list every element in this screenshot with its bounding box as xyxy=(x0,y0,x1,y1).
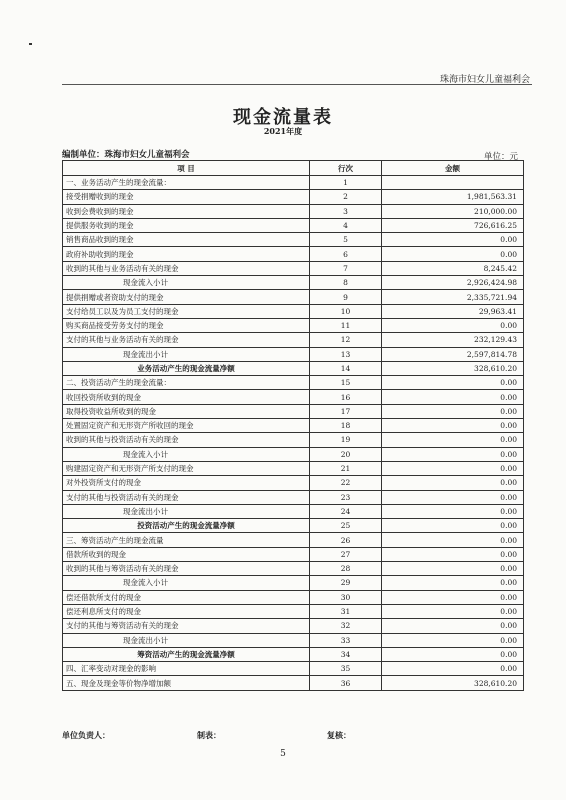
row-amount: 0.00 xyxy=(382,562,524,576)
row-item-label: 政府补助收到的现金 xyxy=(63,247,310,261)
row-line-number: 8 xyxy=(310,276,382,290)
cash-flow-table-wrapper xyxy=(62,160,523,691)
row-item-label: 提供捐赠或者资助支付的现金 xyxy=(63,290,310,304)
row-item-label: 借款所收到的现金 xyxy=(63,547,310,561)
row-item-label: 现金流出小计 xyxy=(63,633,310,647)
row-amount: 0.00 xyxy=(382,633,524,647)
table-row xyxy=(63,447,524,461)
row-line-number: 18 xyxy=(310,419,382,433)
table-row xyxy=(63,590,524,604)
row-item-label: 支付的其他与投资活动有关的现金 xyxy=(63,490,310,504)
row-item-label: 取得投资收益所收到的现金 xyxy=(63,404,310,418)
table-row xyxy=(63,390,524,404)
row-amount: 232,129.43 xyxy=(382,333,524,347)
row-line-number: 17 xyxy=(310,404,382,418)
row-line-number: 30 xyxy=(310,590,382,604)
row-line-number: 1 xyxy=(310,176,382,190)
row-amount: 0.00 xyxy=(382,619,524,633)
row-amount: 0.00 xyxy=(382,519,524,533)
footer-responsible: 单位负责人： xyxy=(62,730,110,740)
row-amount: 0.00 xyxy=(382,433,524,447)
header-org-name: 珠海市妇女儿童福利会 xyxy=(439,75,530,85)
column-header-line: 行次 xyxy=(310,161,382,176)
row-item-label: 收到的其他与业务活动有关的现金 xyxy=(63,261,310,275)
table-row xyxy=(63,290,524,304)
row-amount: 0.00 xyxy=(382,318,524,332)
row-amount: 0.00 xyxy=(382,647,524,661)
row-line-number: 4 xyxy=(310,218,382,232)
row-line-number: 5 xyxy=(310,233,382,247)
row-item-label: 投资活动产生的现金流量净额 xyxy=(63,519,310,533)
scan-mark xyxy=(29,43,32,45)
row-amount: 0.00 xyxy=(382,447,524,461)
row-line-number: 20 xyxy=(310,447,382,461)
header-rule xyxy=(62,84,532,85)
row-amount: 0.00 xyxy=(382,376,524,390)
prepared-by: 编制单位：珠海市妇女儿童福利会 xyxy=(62,150,190,160)
table-row xyxy=(63,533,524,547)
row-amount: 0.00 xyxy=(382,476,524,490)
column-header-item: 项 目 xyxy=(63,161,310,176)
currency-unit: 单位：元 xyxy=(483,152,518,162)
row-line-number: 21 xyxy=(310,461,382,475)
table-row xyxy=(63,304,524,318)
row-line-number: 16 xyxy=(310,390,382,404)
row-item-label: 支付的其他与业务活动有关的现金 xyxy=(63,333,310,347)
row-amount: 726,616.25 xyxy=(382,218,524,232)
row-item-label: 收到的其他与筹资活动有关的现金 xyxy=(63,562,310,576)
row-amount: 0.00 xyxy=(382,576,524,590)
table-row xyxy=(63,547,524,561)
footer-reviewer: 复核： xyxy=(327,730,351,740)
cash-flow-table xyxy=(62,160,524,691)
table-row xyxy=(63,204,524,218)
row-item-label: 现金流出小计 xyxy=(63,504,310,518)
table-row xyxy=(63,676,524,690)
row-line-number: 2 xyxy=(310,190,382,204)
row-amount: 8,245.42 xyxy=(382,261,524,275)
row-line-number: 10 xyxy=(310,304,382,318)
row-amount: 0.00 xyxy=(382,533,524,547)
table-row xyxy=(63,490,524,504)
row-item-label: 收回投资所收到的现金 xyxy=(63,390,310,404)
table-row xyxy=(63,276,524,290)
table-header-row xyxy=(63,161,524,176)
row-line-number: 13 xyxy=(310,347,382,361)
row-amount: 0.00 xyxy=(382,461,524,475)
row-item-label: 五、现金及现金等价物净增加额 xyxy=(63,676,310,690)
table-row xyxy=(63,576,524,590)
table-row xyxy=(63,318,524,332)
table-row xyxy=(63,504,524,518)
table-row xyxy=(63,619,524,633)
row-line-number: 24 xyxy=(310,504,382,518)
row-line-number: 35 xyxy=(310,662,382,676)
row-amount: 0.00 xyxy=(382,390,524,404)
row-amount: 0.00 xyxy=(382,662,524,676)
row-line-number: 27 xyxy=(310,547,382,561)
row-amount: 328,610.20 xyxy=(382,676,524,690)
row-item-label: 接受捐赠收到的现金 xyxy=(63,190,310,204)
page-number: 5 xyxy=(280,749,286,759)
row-item-label: 购建固定资产和无形资产所支付的现金 xyxy=(63,461,310,475)
row-item-label: 支付给员工以及为员工支付的现金 xyxy=(63,304,310,318)
row-line-number: 33 xyxy=(310,633,382,647)
table-row xyxy=(63,218,524,232)
row-item-label: 三、筹资活动产生的现金流量 xyxy=(63,533,310,547)
row-amount: 0.00 xyxy=(382,604,524,618)
row-item-label: 筹资活动产生的现金流量净额 xyxy=(63,647,310,661)
row-line-number: 36 xyxy=(310,676,382,690)
row-amount: 0.00 xyxy=(382,404,524,418)
row-amount: 0.00 xyxy=(382,490,524,504)
row-amount: 2,335,721.94 xyxy=(382,290,524,304)
row-amount: 0.00 xyxy=(382,547,524,561)
row-line-number: 15 xyxy=(310,376,382,390)
report-year: 2021年度 xyxy=(263,126,303,136)
table-row xyxy=(63,647,524,661)
table-row xyxy=(63,261,524,275)
row-line-number: 11 xyxy=(310,318,382,332)
row-item-label: 四、汇率变动对现金的影响 xyxy=(63,662,310,676)
row-amount: 2,597,814.78 xyxy=(382,347,524,361)
table-row xyxy=(63,633,524,647)
table-row xyxy=(63,419,524,433)
row-item-label: 收到会费收到的现金 xyxy=(63,204,310,218)
row-line-number: 34 xyxy=(310,647,382,661)
row-line-number: 25 xyxy=(310,519,382,533)
row-item-label: 收到的其他与投资活动有关的现金 xyxy=(63,433,310,447)
table-row xyxy=(63,190,524,204)
table-row xyxy=(63,662,524,676)
row-amount: 2,926,424.98 xyxy=(382,276,524,290)
row-amount: 328,610.20 xyxy=(382,361,524,375)
row-line-number: 9 xyxy=(310,290,382,304)
row-item-label: 业务活动产生的现金流量净额 xyxy=(63,361,310,375)
row-item-label: 一、业务活动产生的现金流量： xyxy=(63,176,310,190)
row-line-number: 7 xyxy=(310,261,382,275)
table-row xyxy=(63,176,524,190)
row-item-label: 二、投资活动产生的现金流量： xyxy=(63,376,310,390)
table-row xyxy=(63,361,524,375)
row-item-label: 现金流出小计 xyxy=(63,347,310,361)
footer-preparer: 制表： xyxy=(197,730,221,740)
table-row xyxy=(63,376,524,390)
row-item-label: 现金流入小计 xyxy=(63,276,310,290)
row-item-label: 支付的其他与筹资活动有关的现金 xyxy=(63,619,310,633)
table-row xyxy=(63,562,524,576)
row-item-label: 处置固定资产和无形资产所收回的现金 xyxy=(63,419,310,433)
row-amount: 0.00 xyxy=(382,233,524,247)
row-line-number: 19 xyxy=(310,433,382,447)
row-line-number: 31 xyxy=(310,604,382,618)
table-row xyxy=(63,347,524,361)
row-line-number: 23 xyxy=(310,490,382,504)
row-item-label: 现金流入小计 xyxy=(63,576,310,590)
row-amount: 29,963.41 xyxy=(382,304,524,318)
row-line-number: 22 xyxy=(310,476,382,490)
row-line-number: 32 xyxy=(310,619,382,633)
row-item-label: 购买商品接受劳务支付的现金 xyxy=(63,318,310,332)
row-amount: 0.00 xyxy=(382,247,524,261)
column-header-amount: 金额 xyxy=(382,161,524,176)
row-item-label: 提供服务收到的现金 xyxy=(63,218,310,232)
table-row xyxy=(63,233,524,247)
table-row xyxy=(63,247,524,261)
row-line-number: 28 xyxy=(310,562,382,576)
table-row xyxy=(63,461,524,475)
row-amount: 0.00 xyxy=(382,419,524,433)
row-line-number: 12 xyxy=(310,333,382,347)
table-row xyxy=(63,404,524,418)
report-title: 现金流量表 xyxy=(233,107,333,128)
row-line-number: 14 xyxy=(310,361,382,375)
row-amount: 210,000.00 xyxy=(382,204,524,218)
table-row xyxy=(63,476,524,490)
table-row xyxy=(63,433,524,447)
table-row xyxy=(63,519,524,533)
row-amount: 0.00 xyxy=(382,504,524,518)
table-row xyxy=(63,604,524,618)
row-line-number: 29 xyxy=(310,576,382,590)
row-item-label: 偿还借款所支付的现金 xyxy=(63,590,310,604)
row-line-number: 26 xyxy=(310,533,382,547)
row-line-number: 6 xyxy=(310,247,382,261)
row-item-label: 销售商品收到的现金 xyxy=(63,233,310,247)
row-item-label: 偿还利息所支付的现金 xyxy=(63,604,310,618)
table-body xyxy=(63,176,524,691)
table-row xyxy=(63,333,524,347)
row-item-label: 现金流入小计 xyxy=(63,447,310,461)
row-line-number: 3 xyxy=(310,204,382,218)
row-amount: 0.00 xyxy=(382,590,524,604)
row-item-label: 对外投资所支付的现金 xyxy=(63,476,310,490)
row-amount: 1,981,563.31 xyxy=(382,190,524,204)
row-amount xyxy=(382,176,524,190)
